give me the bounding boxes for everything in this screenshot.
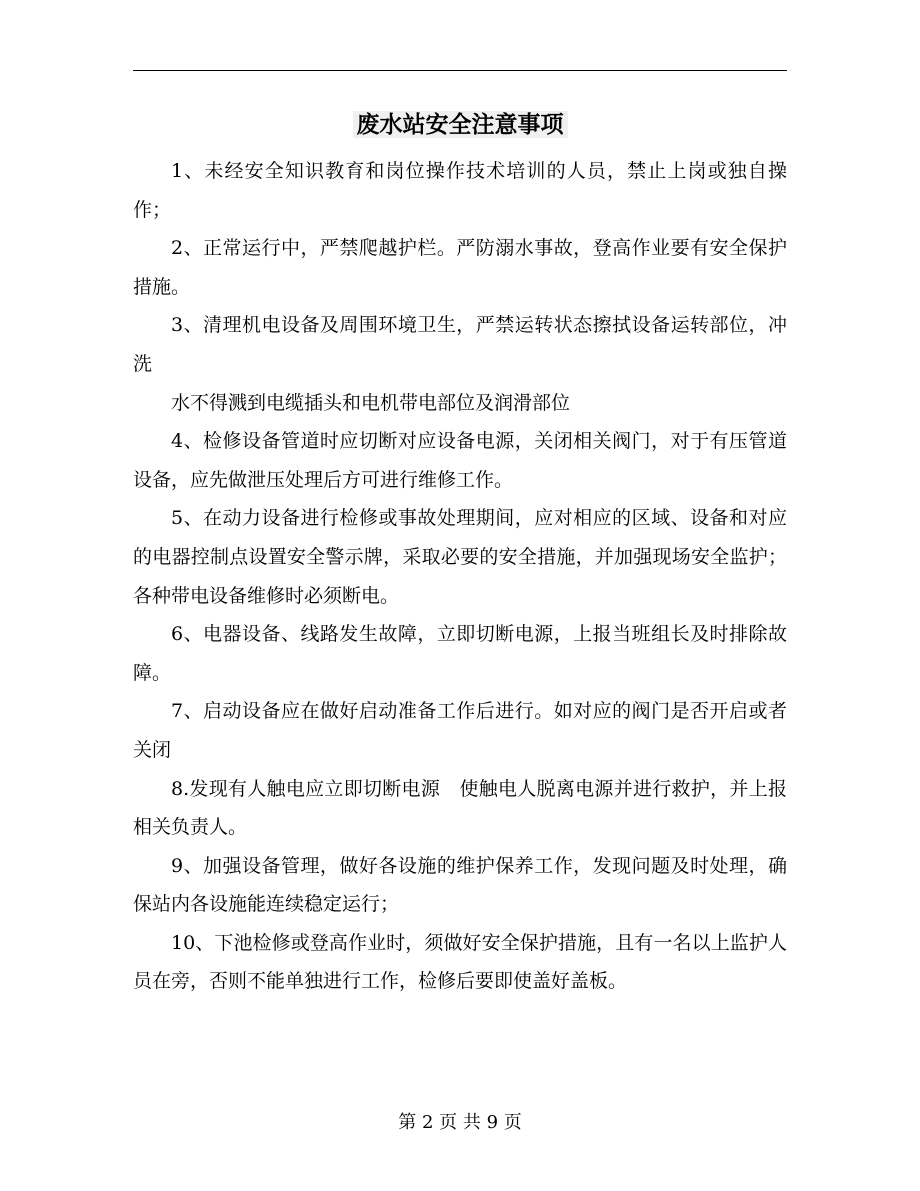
document-title [0,108,920,142]
paragraph-3-continued: 水不得溅到电缆插头和电机带电部位及润滑部位 [171,391,571,414]
header-rule [133,70,787,71]
paragraph-2: 2、正常运行中，严禁爬越护栏。严防溺水事故，登高作业要有安全保护措施。 [133,237,787,298]
paragraph-1: 1、未经安全知识教育和岗位操作技术培训的人员，禁止上岗或独自操作； [133,160,787,221]
paragraph-3: 3、清理机电设备及周围环境卫生，严禁运转状态擦拭设备运转部位，冲洗 [133,314,787,375]
page-footer: 第 2 页 共 9 页 [398,1112,522,1133]
paragraph-9: 9、加强设备管理，做好各设施的维护保养工作，发现问题及时处理，确保站内各设施能连续稳定运行； [133,854,787,916]
paragraph-6: 6、电器设备、线路发生故障，立即切断电源，上报当班组长及时排除故障。 [133,623,787,684]
paragraph-4: 4、检修设备管道时应切断对应设备电源，关闭相关阀门，对于有压管道设备，应先做泄压处理后方可进行维修工作。 [133,430,787,491]
paragraph-8: 8.发现有人触电应立即切断电源 使触电人脱离电源并进行救护，并上报相关负责人。 [133,777,787,839]
paragraph-10: 10、下池检修或登高作业时，须做好安全保护措施，且有一名以上监护人员在旁，否则不能单独进行工作，检修后要即使盖好盖板。 [133,931,787,993]
paragraph-7: 7、启动设备应在做好启动准备工作后进行。如对应的阀门是否开启或者关闭 [133,700,787,761]
paragraph-5: 5、在动力设备进行检修或事故处理期间，应对相应的区域、设备和对应的电器控制点设置安全警示牌，采取必要的安全措施，并加强现场安全监护；各种带电设备维修时必须断电。 [133,507,787,607]
document-body [133,152,787,1001]
document-title-text: 废水站安全注意事项 [353,111,568,138]
